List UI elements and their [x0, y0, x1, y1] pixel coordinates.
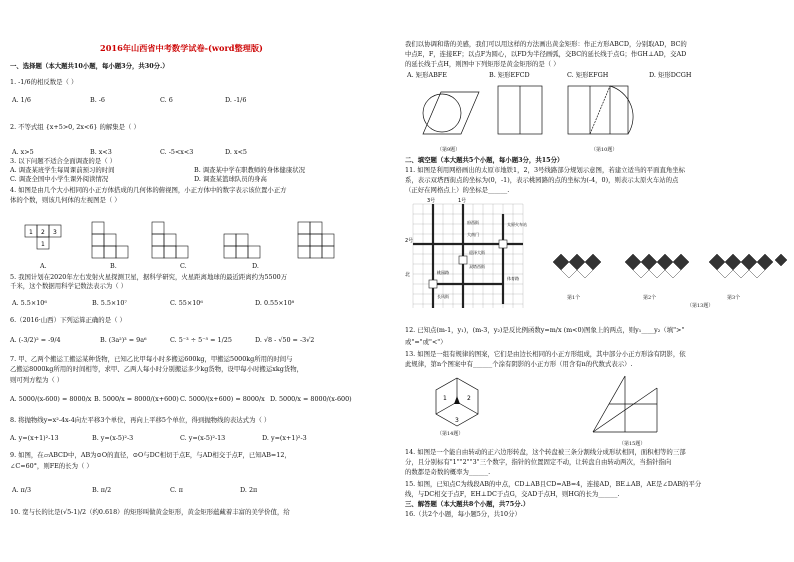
- figure-10-golden-rectangle: [562, 80, 642, 142]
- right-column: [397, 0, 794, 562]
- map-label-line3: 3号: [427, 198, 436, 204]
- q7-option-d: D. 5000/x = 8000/(x-600): [270, 395, 352, 403]
- q1-option-d: D. -1/6: [225, 96, 247, 104]
- q9-option-d: D. 2π: [240, 486, 258, 494]
- q3-option-d: D. 调查某篮球队员的身高: [194, 175, 267, 183]
- figure-14-caption: （第14题）: [437, 431, 464, 437]
- q4-grid-cell: 1: [29, 229, 33, 236]
- figure-15-geometry: [587, 368, 667, 440]
- q14-stem-line2: 分，且分别标有"1""2""3"三个数字，指针的位置固定不动，让转盘自由转动两次，当指针指向: [405, 458, 672, 466]
- figure-9-caption: （第9题）: [437, 147, 461, 153]
- q12-stem-line2: 或"="或"<"）: [405, 338, 447, 346]
- q5-stem-line2: 千米，这个数据用科学记数法表示为（ ）: [10, 282, 128, 290]
- q9-stem-line2: ∠C=60°，则FE的长为（ ）: [10, 462, 93, 470]
- q4-option-c-figure: [222, 220, 282, 262]
- q12-stem-line1: 12. 已知点(m-1，y₁)，(m-3，y₂)是反比例函数y=m/x (m<0)图象上的两点，则y₁____y₂（填">": [405, 326, 685, 334]
- map-label-taiyuan-station: 太原火车站: [507, 222, 527, 227]
- q7-stem-line2: 乙搬运8000kg所用的时间相等，求甲、乙两人每小时分别搬运多少kg货物，设甲每小时搬运xkg货物，: [10, 365, 303, 373]
- q13-stem-line2: 此规律，第n个图案中有______个涂有阴影的小正方形（用含有n的代数式表示）.: [405, 360, 633, 368]
- q5-stem-line1: 5. 我国计划在2020年左右发射火星探测卫星，据科学研究，火星距离地球的最近距离约为5500万: [10, 273, 288, 281]
- q4-label-d: D.: [252, 262, 259, 270]
- q8-option-a: A. y=(x+1)²-13: [10, 434, 59, 442]
- q10-option-b: B. 矩形EFCD: [489, 71, 530, 79]
- q10-stem-line1: 10. 宽与长的比是(√5-1)/2（约0.618）的矩形叫做黄金矩形，黄金矩形蕴藏着丰富的美学价值，给: [10, 508, 290, 516]
- q10-stem-line3: 中点E，F，连接EF；以点F为圆心，以FD为半径画弧，交BC的延长线于点G；作GH⊥AD，交AD: [405, 50, 687, 58]
- q4-option-b-figure: [150, 220, 210, 262]
- q2-option-b: B. x<3: [90, 148, 112, 156]
- q7-option-c: C. 5000/(x+600) = 8000/x: [180, 395, 265, 403]
- q4-label-c: C.: [180, 262, 187, 270]
- q1-stem: 1. -1/6的相反数是（ ）: [10, 78, 78, 86]
- q5-option-d: D. 0.55×10⁸: [255, 299, 295, 307]
- figure-13-caption: （第13题）: [687, 303, 714, 309]
- q14-stem-line3: 的数都是奇数的概率为______.: [405, 468, 491, 476]
- q13-stem-line1: 13. 如图是一组有规律的图案，它们是由边长相同的小正方形组成，其中部分小正方形涂有阴影，依: [405, 350, 686, 358]
- figure-13-caption-2: 第2个: [643, 295, 657, 301]
- q4-stem-line2: 体的个数，则该几何体的左视图是（ ）: [10, 196, 121, 204]
- q4-grid-cell: 1: [41, 241, 45, 248]
- q7-stem-line3: 则可列方程为（ ）: [10, 376, 64, 384]
- q10-stem-line2: 我们以协调和谐的美感，我们可以用这样的方法画出黄金矩形：作正方形ABCD，分别取AD，BC的: [405, 40, 687, 48]
- q9-option-a: A. π/3: [12, 486, 32, 494]
- map-label-tiyu-road: 体育路: [507, 276, 519, 281]
- q6-option-c: C. 5⁻³ ÷ 5⁻⁵ = 1/25: [170, 336, 232, 344]
- q14-stem-line1: 14. 如图是一个能自由转动的正六边形转盘，这个转盘被三条分割线分成形状相同，面积相等的三部: [405, 448, 686, 456]
- q11-stem-line3: （正好在网格点上）的坐标是______.: [405, 186, 510, 194]
- q16-stem: 16.（共2个小题，每小题5分，共10分）: [405, 510, 521, 518]
- q11-stem-line2: 系，表示双塔西街点的坐标为(0，-1)，表示桃园路的点的坐标为(-4，0)，则表示太原火车站的点: [405, 176, 679, 184]
- spinner-number: 3: [455, 417, 459, 424]
- q2-option-a: A. x>5: [12, 148, 34, 156]
- q4-label-a: A.: [40, 262, 47, 270]
- q4-grid-cell: 2: [41, 229, 45, 236]
- q4-option-a-figure: [80, 220, 150, 262]
- q6-option-d: D. √8 - √50 = -3√2: [255, 336, 315, 344]
- figure-13-caption-1: 第1个: [567, 295, 581, 301]
- map-label-taoyuan-road: 桃园路: [437, 270, 449, 275]
- map-label-yingze-street: 迎泽大街: [469, 250, 485, 255]
- q3-option-c: C. 调查全国中小学生课外阅读情况: [10, 175, 109, 183]
- figure-13-caption-3: 第3个: [727, 295, 741, 301]
- map-label-da-nanmen: 大南门: [467, 232, 479, 237]
- map-label-line2: 2号: [405, 238, 414, 244]
- q15-stem-line1: 15. 如图，已知点C为线段AB的中点，CD⊥AB且CD=AB=4，连接AD，BE⊥AB，AE是∠DAB的平分: [405, 480, 702, 488]
- q5-option-a: A. 5.5×10⁶: [12, 299, 47, 307]
- q3-option-b: B. 调查某中学在职教师的身体健康状况: [194, 166, 306, 174]
- figure-13-patterns: [549, 246, 789, 294]
- figure-15-caption: （第15题）: [619, 441, 646, 447]
- spinner-number: 2: [467, 395, 471, 402]
- figure-10-caption: （第10题）: [591, 147, 618, 153]
- q3-stem: 3. 以下问题不适合全面调查的是（ ）: [10, 157, 117, 165]
- section2-heading: 二、填空题（本大题共5个小题，每小题3分，共15分）: [405, 156, 564, 164]
- q10-option-a: A. 矩形ABFE: [407, 71, 447, 79]
- q1-option-c: C. 6: [160, 96, 173, 104]
- q5-option-b: B. 5.5×10⁷: [92, 299, 127, 307]
- q7-option-b: B. 5000/x = 8000/(x+600): [94, 395, 179, 403]
- q6-option-a: A. (-3/2)² = -9/4: [10, 336, 61, 344]
- document-title: 2016年山西省中考数学试卷-(word整理版): [100, 43, 263, 53]
- q6-stem: 6.（2016·山西）下列运算正确的是（ ）: [10, 316, 126, 324]
- section1-heading: 一、选择题（本大题共10小题，每小题3分，共30分.）: [10, 62, 169, 70]
- q6-option-b: B. (3a²)³ = 9a⁶: [100, 336, 147, 344]
- q4-label-b: B.: [110, 262, 117, 270]
- q1-option-b: B. -6: [90, 96, 105, 104]
- q7-option-a: A. 5000/(x-600) = 8000/x: [10, 395, 92, 403]
- q10-option-d: D. 矩形DCGH: [649, 71, 692, 79]
- spinner-number: 1: [443, 395, 447, 402]
- q9-stem-line1: 9. 如图，在▱ABCD中，AB为⊙O的直径，⊙O与DC相切于点E，与AD相交于点F，已知AB=12，: [10, 451, 291, 459]
- figure-11-subway-map: [403, 196, 535, 316]
- q8-stem: 8. 将抛物线y=x²-4x-4向左平移3个单位，再向上平移5个单位，得到抛物线的表达式为（ ）: [10, 416, 271, 424]
- figure-14-hexagon-spinner: [431, 376, 483, 428]
- q1-option-a: A. 1/6: [12, 96, 31, 104]
- map-label-fuxi-street: 府西街: [467, 220, 479, 225]
- q8-option-d: D. y=(x+1)²-3: [262, 434, 307, 442]
- q7-stem-line1: 7. 甲、乙两个搬运工搬运某种货物，已知乙比甲每小时多搬运600kg，甲搬运5000kg所用的时间与: [10, 355, 293, 363]
- q2-stem: 2. 不等式组 {x+5>0, 2x<6} 的解集是（ ）: [10, 123, 140, 131]
- map-label-shuangta-west: 双塔西街: [469, 264, 485, 269]
- q3-option-a: A. 调查某班学生每周课前预习的时间: [10, 166, 115, 174]
- q8-option-c: C. y=(x-5)²-13: [180, 434, 226, 442]
- q4-grid-cell: 3: [53, 229, 57, 236]
- q4-top-view-figure: [24, 224, 64, 254]
- map-label-changfeng-street: 长风街: [437, 294, 449, 299]
- q8-option-b: B. y=(x-5)²-3: [92, 434, 134, 442]
- q15-stem-line2: 线，与DC相交于点F，EH⊥DC于点G，交AD于点H，则HG的长为______.: [405, 490, 620, 498]
- q9-option-b: B. π/2: [92, 486, 112, 494]
- q10-stem-line4: 的延长线于点H，则图中下列矩形是黄金矩形的是（ ）: [405, 60, 560, 68]
- section3-heading: 三、解答题（本大题共8个小题，共75分.）: [405, 500, 530, 508]
- q11-stem-line1: 11. 如图是利用网格画出的太原市地铁1，2，3号线路部分规划示意图，若建立适当的平面直角坐标: [405, 166, 686, 174]
- figure-10-square: [492, 80, 552, 142]
- q2-option-d: D. x<5: [225, 148, 247, 156]
- q5-option-c: C. 55×10⁶: [170, 299, 203, 307]
- map-north-label: 北: [405, 272, 411, 278]
- q10-option-c: C. 矩形EFGH: [567, 71, 609, 79]
- q4-option-d-figure: [296, 220, 356, 262]
- q9-option-c: C. π: [170, 486, 183, 494]
- q4-stem-line1: 4. 如图是由几个大小相同的小正方体搭成的几何体的俯视图，小正方体中的数字表示该位置小正方: [10, 186, 287, 194]
- figure-9-parallelogram: [417, 82, 487, 144]
- map-label-line1: 1号: [458, 198, 467, 204]
- q2-option-c: C. -5<x<3: [160, 148, 194, 156]
